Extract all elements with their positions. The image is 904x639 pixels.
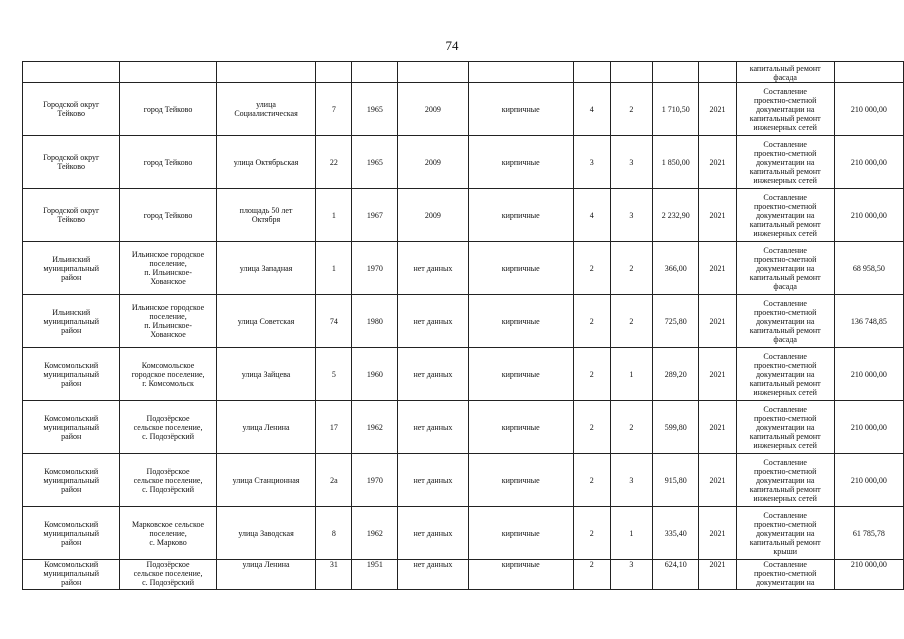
cell-work: Составление проектно-сметной документации на капитальный ремонт фасада (736, 295, 834, 348)
cell-entrances: 3 (610, 454, 653, 507)
cell-year-built: 1970 (352, 454, 398, 507)
cell-house: 5 (316, 348, 352, 401)
cell-plan-year: 2021 (699, 295, 736, 348)
table-row (23, 136, 904, 189)
cell-work: Составление проектно-сметной документации на капитальный ремонт инженерных сетей (736, 401, 834, 454)
cell-settlement: город Тейково (120, 83, 216, 136)
repair-program-table (22, 61, 904, 590)
cell-house: 17 (316, 401, 352, 454)
cell-work: Составление проектно-сметной документации на капитальный ремонт инженерных сетей (736, 136, 834, 189)
cell-entrances: 1 (610, 507, 653, 560)
table-row (23, 560, 904, 590)
cell-year-built: 1980 (352, 295, 398, 348)
cell-area: 1 710,50 (653, 83, 699, 136)
cell-street: улица Ленина (216, 560, 316, 590)
cell-plan-year: 2021 (699, 507, 736, 560)
table-row (23, 507, 904, 560)
cell-material: кирпичные (468, 295, 573, 348)
table-body (23, 62, 904, 590)
cell-district: Комсомольский муниципальный район (23, 560, 120, 590)
cell-plan-year: 2021 (699, 242, 736, 295)
cell-district: Городской округ Тейково (23, 136, 120, 189)
cell-street: улица Ленина (216, 401, 316, 454)
cell-cost: 61 785,78 (834, 507, 903, 560)
cell-year-repair: нет данных (398, 295, 468, 348)
cell-year-repair: нет данных (398, 454, 468, 507)
cell-house: 1 (316, 242, 352, 295)
cell-street: улица Социалистическая (216, 83, 316, 136)
cell-year-repair: нет данных (398, 507, 468, 560)
cell-street (216, 62, 316, 83)
cell-street: улица Станционная (216, 454, 316, 507)
cell-area: 335,40 (653, 507, 699, 560)
cell-entrances: 2 (610, 242, 653, 295)
cell-district: Городской округ Тейково (23, 83, 120, 136)
cell-work: Составление проектно-сметной документации на капитальный ремонт инженерных сетей (736, 83, 834, 136)
cell-settlement: Подозёрское сельское поселение, с. Подозёрский (120, 454, 216, 507)
cell-entrances: 1 (610, 348, 653, 401)
cell-settlement: Марковское сельское поселение, с. Марково (120, 507, 216, 560)
cell-cost: 210 000,00 (834, 454, 903, 507)
cell-district: Комсомольский муниципальный район (23, 454, 120, 507)
continued-row (23, 62, 904, 83)
cell-plan-year: 2021 (699, 189, 736, 242)
cell-cost: 136 748,85 (834, 295, 903, 348)
cell-settlement: Ильинское городское поселение, п. Ильинское- Хованское (120, 242, 216, 295)
cell-year-built: 1965 (352, 83, 398, 136)
cell-house: 22 (316, 136, 352, 189)
cell-year-repair: нет данных (398, 348, 468, 401)
cell-street: улица Советская (216, 295, 316, 348)
cell-material: кирпичные (468, 348, 573, 401)
cell-floors: 3 (573, 136, 610, 189)
cell-street: улица Заводская (216, 507, 316, 560)
cell-settlement: Подозёрское сельское поселение, с. Подозёрский (120, 560, 216, 590)
cell-year-built: 1960 (352, 348, 398, 401)
cell-floors: 2 (573, 560, 610, 590)
cell-settlement: город Тейково (120, 136, 216, 189)
cell-year-built: 1965 (352, 136, 398, 189)
cell-floors: 2 (573, 507, 610, 560)
cell-material: кирпичные (468, 401, 573, 454)
cell-year-repair: 2009 (398, 189, 468, 242)
cell-year-repair (398, 62, 468, 83)
cell-district (23, 62, 120, 83)
cell-house: 74 (316, 295, 352, 348)
cell-cost: 210 000,00 (834, 348, 903, 401)
cell-work: Составление проектно-сметной документации на капитальный ремонт инженерных сетей (736, 454, 834, 507)
cell-plan-year (699, 62, 736, 83)
cell-year-repair: нет данных (398, 560, 468, 590)
cell-area: 915,80 (653, 454, 699, 507)
cell-entrances: 3 (610, 136, 653, 189)
cell-floors: 2 (573, 401, 610, 454)
cell-area: 599,80 (653, 401, 699, 454)
cell-material: кирпичные (468, 507, 573, 560)
cell-cost: 210 000,00 (834, 189, 903, 242)
cell-street: площадь 50 лет Октября (216, 189, 316, 242)
cell-year-built (352, 62, 398, 83)
cell-material: кирпичные (468, 560, 573, 590)
cell-material: кирпичные (468, 83, 573, 136)
cell-material: кирпичные (468, 136, 573, 189)
cell-house (316, 62, 352, 83)
cell-year-built: 1970 (352, 242, 398, 295)
cell-material: кирпичные (468, 242, 573, 295)
cell-area: 2 232,90 (653, 189, 699, 242)
cell-house: 1 (316, 189, 352, 242)
cell-cost (834, 62, 903, 83)
cell-material: кирпичные (468, 454, 573, 507)
cell-year-built: 1951 (352, 560, 398, 590)
cell-cost: 210 000,00 (834, 401, 903, 454)
cell-area: 289,20 (653, 348, 699, 401)
cell-year-repair: нет данных (398, 242, 468, 295)
cell-entrances (610, 62, 653, 83)
cell-area: 366,00 (653, 242, 699, 295)
cell-district: Комсомольский муниципальный район (23, 507, 120, 560)
table-row (23, 83, 904, 136)
cell-plan-year: 2021 (699, 560, 736, 590)
cell-floors (573, 62, 610, 83)
cell-plan-year: 2021 (699, 136, 736, 189)
cell-entrances: 2 (610, 401, 653, 454)
cell-entrances: 2 (610, 83, 653, 136)
cell-area: 1 850,00 (653, 136, 699, 189)
cell-floors: 4 (573, 189, 610, 242)
cell-settlement: город Тейково (120, 189, 216, 242)
cell-material (468, 62, 573, 83)
cell-district: Ильинский муниципальный район (23, 295, 120, 348)
table-row (23, 348, 904, 401)
cell-work: Составление проектно-сметной документации на капитальный ремонт крыши (736, 507, 834, 560)
cell-plan-year: 2021 (699, 454, 736, 507)
table-row (23, 295, 904, 348)
cell-settlement: Комсомольское городское поселение, г. Комсомольск (120, 348, 216, 401)
cell-plan-year: 2021 (699, 348, 736, 401)
cell-cost: 68 958,50 (834, 242, 903, 295)
cell-cost: 210 000,00 (834, 136, 903, 189)
cell-district: Комсомольский муниципальный район (23, 348, 120, 401)
cell-area: 725,80 (653, 295, 699, 348)
cell-area: 624,10 (653, 560, 699, 590)
cell-house: 8 (316, 507, 352, 560)
cell-district: Городской округ Тейково (23, 189, 120, 242)
cell-year-built: 1967 (352, 189, 398, 242)
cell-material: кирпичные (468, 189, 573, 242)
cell-work: Составление проектно-сметной документации на капитальный ремонт фасада (736, 242, 834, 295)
cell-district: Ильинский муниципальный район (23, 242, 120, 295)
cell-floors: 4 (573, 83, 610, 136)
cell-house: 31 (316, 560, 352, 590)
cell-entrances: 3 (610, 560, 653, 590)
cell-house: 2а (316, 454, 352, 507)
cell-year-repair: нет данных (398, 401, 468, 454)
table-row (23, 189, 904, 242)
cell-year-repair: 2009 (398, 83, 468, 136)
cell-settlement: Ильинское городское поселение, п. Ильинское- Хованское (120, 295, 216, 348)
cell-floors: 2 (573, 295, 610, 348)
cell-floors: 2 (573, 242, 610, 295)
cell-work: Составление проектно-сметной документации на капитальный ремонт инженерных сетей (736, 348, 834, 401)
cell-year-built: 1962 (352, 507, 398, 560)
cell-work: капитальный ремонт фасада (736, 62, 834, 83)
cell-street: улица Зайцева (216, 348, 316, 401)
cell-floors: 2 (573, 348, 610, 401)
table-row (23, 401, 904, 454)
cell-year-repair: 2009 (398, 136, 468, 189)
cell-street: улица Октябрьская (216, 136, 316, 189)
cell-cost: 210 000,00 (834, 560, 903, 590)
cell-settlement: Подозёрское сельское поселение, с. Подозёрский (120, 401, 216, 454)
table-row (23, 454, 904, 507)
cell-work: Составление проектно-сметной документации на капитальный ремонт инженерных сетей (736, 189, 834, 242)
cell-house: 7 (316, 83, 352, 136)
page-number: 74 (445, 38, 459, 53)
cell-entrances: 3 (610, 189, 653, 242)
table-row (23, 242, 904, 295)
cell-floors: 2 (573, 454, 610, 507)
cell-work: Составление проектно-сметной документации на (736, 560, 834, 590)
cell-cost: 210 000,00 (834, 83, 903, 136)
cell-plan-year: 2021 (699, 83, 736, 136)
cell-plan-year: 2021 (699, 401, 736, 454)
cell-entrances: 2 (610, 295, 653, 348)
cell-district: Комсомольский муниципальный район (23, 401, 120, 454)
cell-street: улица Западная (216, 242, 316, 295)
cell-settlement (120, 62, 216, 83)
cell-area (653, 62, 699, 83)
cell-year-built: 1962 (352, 401, 398, 454)
